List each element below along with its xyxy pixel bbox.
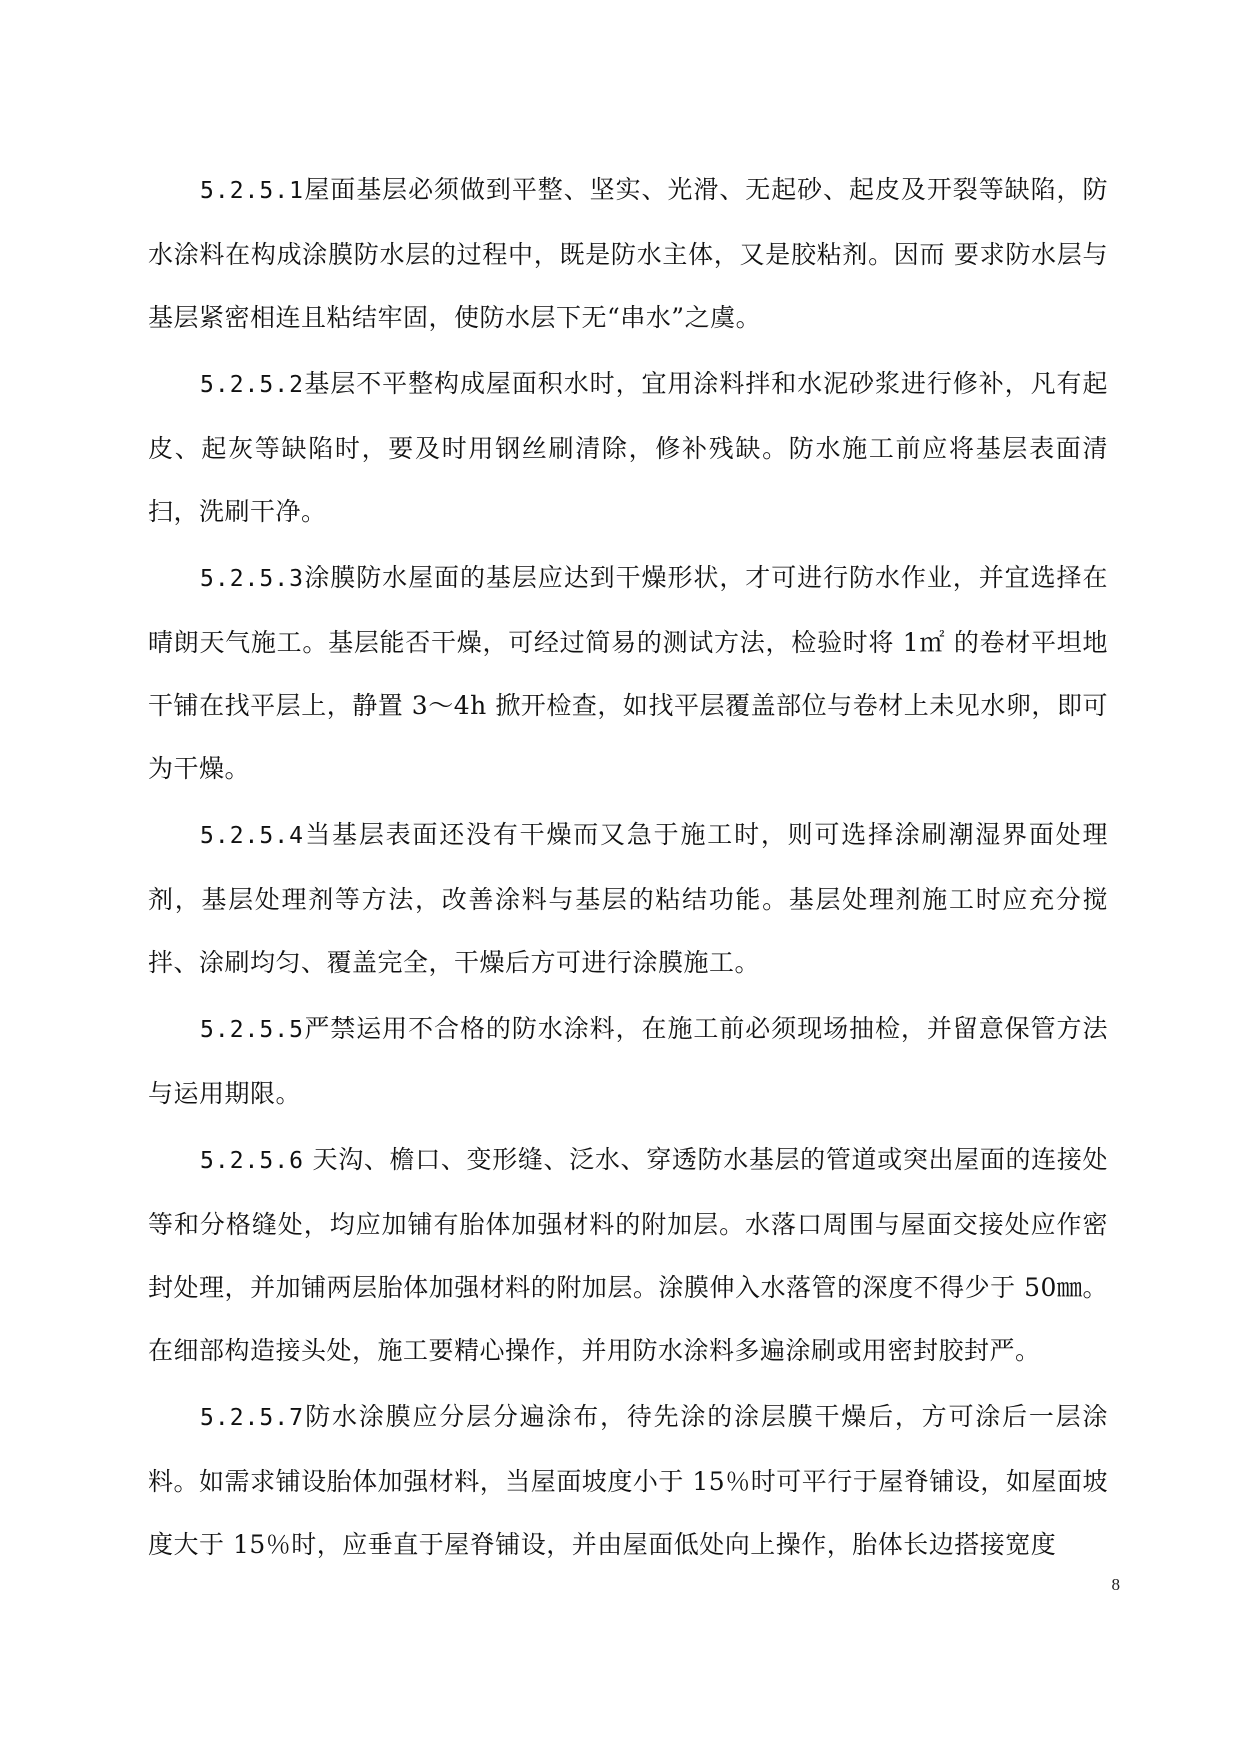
clause-text: 涂膜防水屋面的基层应达到干燥形状，才可进行防水作业，并宜选择在晴朗天气施工。基层能否干燥，可经过简易的测试方法，检验时将 1㎡ 的卷材平坦地干铺在找平层上，静置 3～4h 掀开检查，如找平层覆盖部位与卷材上未见水卵，即可为干燥。 — [148, 563, 1108, 783]
paragraph-5-2-5-2 — [148, 352, 1108, 543]
clause-number: 5.2.5.4 — [200, 823, 304, 849]
paragraph-5-2-5-1 — [148, 158, 1108, 349]
clause-number: 5.2.5.2 — [200, 372, 304, 398]
clause-number: 5.2.5.3 — [200, 566, 304, 592]
clause-text: 严禁运用不合格的防水涂料，在施工前必须现场抽检，并留意保管方法与运用期限。 — [148, 1014, 1108, 1108]
clause-number: 5.2.5.6 — [200, 1148, 304, 1174]
clause-text: 基层不平整构成屋面积水时，宜用涂料拌和水泥砂浆进行修补，凡有起皮、起灰等缺陷时，要及时用钢丝刷清除，修补残缺。防水施工前应将基层表面清扫，洗刷干净。 — [148, 369, 1108, 526]
clause-number: 5.2.5.1 — [200, 178, 304, 204]
clause-text: 防水涂膜应分层分遍涂布，待先涂的涂层膜干燥后，方可涂后一层涂料。如需求铺设胎体加强材料，当屋面坡度小于 15％时可平行于屋脊铺设，如屋面坡度大于 15％时，应垂直于屋脊铺设，并由屋面低处向上操作，胎体长边搭接宽度 — [148, 1402, 1108, 1559]
clause-number: 5.2.5.5 — [200, 1017, 304, 1043]
body-text — [148, 158, 1108, 1579]
page-number: 8 — [1111, 1575, 1120, 1594]
paragraph-5-2-5-4 — [148, 803, 1108, 994]
clause-text: 屋面基层必须做到平整、坚实、光滑、无起砂、起皮及开裂等缺陷，防水涂料在构成涂膜防水层的过程中，既是防水主体，又是胶粘剂。因而 要求防水层与基层紧密相连且粘结牢固，使防水层下无“串水”之虞。 — [148, 175, 1108, 332]
clause-number: 5.2.5.7 — [200, 1405, 304, 1431]
paragraph-5-2-5-5 — [148, 997, 1108, 1125]
clause-text: 天沟、檐口、变形缝、泛水、穿透防水基层的管道或突出屋面的连接处等和分格缝处，均应加铺有胎体加强材料的附加层。水落口周围与屋面交接处应作密封处理，并加铺两层胎体加强材料的附加层。涂膜伸入水落管的深度不得少于 50㎜。在细部构造接头处，施工要精心操作，并用防水涂料多遍涂刷或用密封胶封严。 — [148, 1145, 1108, 1365]
paragraph-5-2-5-6 — [148, 1128, 1108, 1382]
clause-text: 当基层表面还没有干燥而又急于施工时，则可选择涂刷潮湿界面处理剂，基层处理剂等方法，改善涂料与基层的粘结功能。基层处理剂施工时应充分搅拌、涂刷均匀、覆盖完全，干燥后方可进行涂膜施工。 — [148, 820, 1108, 977]
paragraph-5-2-5-7 — [148, 1385, 1108, 1576]
paragraph-5-2-5-3 — [148, 546, 1108, 800]
